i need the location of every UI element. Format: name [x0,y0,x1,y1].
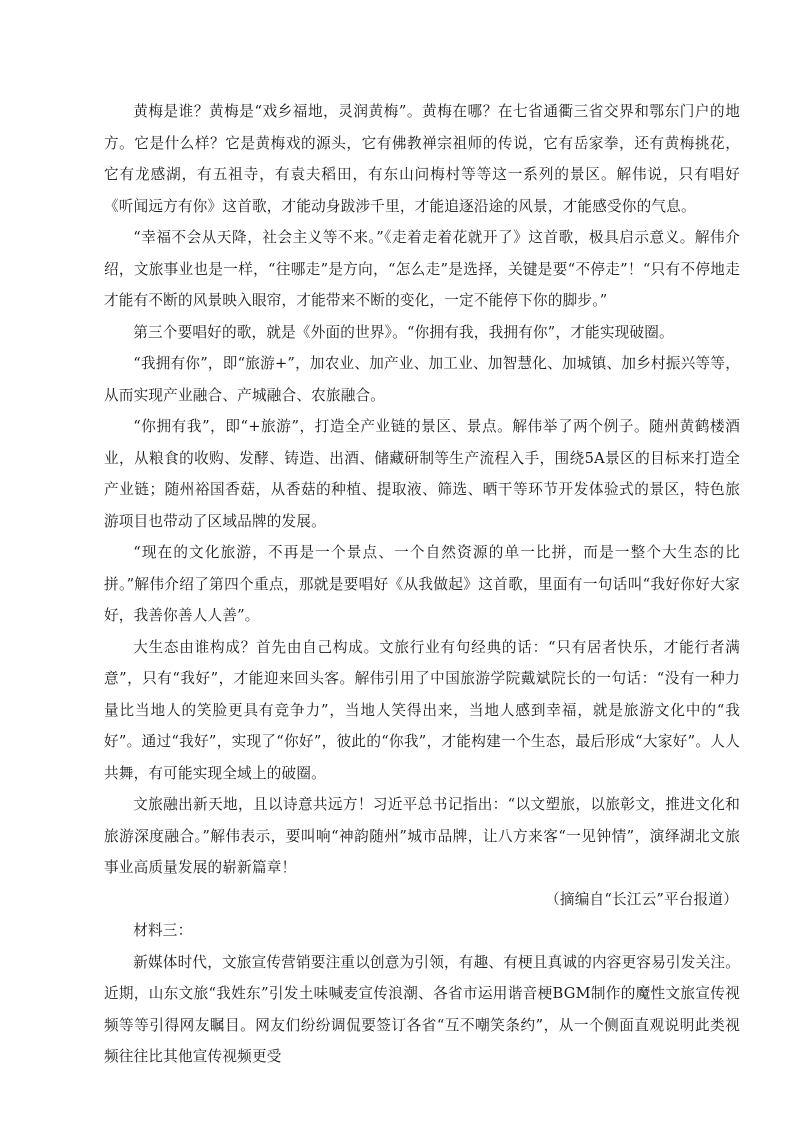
material-heading: 材料三： [133,922,193,939]
paragraph-4: “我拥有你”，即“旅游+”，加农业、加产业、加工业、加智慧化、加城镇、加乡村振兴等等，从而实现产业融合、产城融合、农旅融合。 [104,355,740,404]
paragraph-8: 文旅融出新天地，且以诗意共远方！习近平总书记指出：“以文塑旅，以旅彰文，推进文化和旅游深度融合。”解伟表示，要叫响“神韵随州”城市品牌，让八方来客“一见钟情”，演绎湖北文旅事业高质量发展的崭新篇章！ [104,796,740,876]
paragraph-5: “你拥有我”，即“+旅游”，打造全产业链的景区、景点。解伟举了两个例子。随州黄鹤楼酒业，从粮食的收购、发酵、铸造、出酒、储藏研制等生产流程入手，围绕5A景区的目标来打造全产业链；随州裕国香菇，从香菇的种植、提取液、筛选、晒干等环节开发体验式的景区，特色旅游项目也带动了区域品牌的发展。 [104,418,740,530]
paragraph-6: “现在的文化旅游，不再是一个景点、一个自然资源的单一比拼，而是一整个大生态的比拼。”解伟介绍了第四个重点，那就是要唱好《从我做起》这首歌，里面有一句话叫“我好你好大家好，我善你善人人善”。 [104,544,740,624]
paragraph-2: “幸福不会从天降，社会主义等不来。”《走着走着花就开了》这首歌，极具启示意义。解伟介绍，文旅事业也是一样，“往哪走”是方向，“怎么走”是选择，关键是要“不停走”！“只有不停地走才能有不断的风景映入眼帘，才能带来不断的变化，一定不能停下你的脚步。” [104,229,740,309]
source-citation: （摘编自“长江云”平台报道） [545,890,738,908]
paragraph-7: 大生态由谁构成？首先由自己构成。文旅行业有句经典的话：“只有居者快乐，才能行者满意”，只有“我好”，才能迎来回头客。解伟引用了中国旅游学院戴斌院长的一句话：“没有一种力量比当地人的笑脸更具有竞争力”，当地人笑得出来，当地人感到幸福，就是旅游文化中的“我好”。通过“我好”，实现了“你好”，彼此的“你我”，才能构建一个生态，最后形成“大家好”。人人共舞，有可能实现全域上的破圈。 [104,638,740,782]
material-paragraph: 新媒体时代，文旅宣传营销要注重以创意为引领，有趣、有梗且真诚的内容更容易引发关注。近期，山东文旅“我姓东”引发土味喊麦宣传浪潮、各省市运用谐音梗BGM制作的魔性文旅宣传视频等等引得网友瞩目。网友们纷纷调侃要签订各省“互不嘲笑条约”，从一个侧面直观说明此类视频往往比其他宣传视频更受 [104,953,740,1065]
article-body [104,96,740,1073]
paragraph-3: 第三个要唱好的歌，就是《外面的世界》。“你拥有我，我拥有你”，才能实现破圈。 [133,323,674,341]
paragraph-1: 黄梅是谁？黄梅是“戏乡福地，灵润黄梅”。黄梅在哪？在七省通衢三省交界和鄂东门户的地方。它是什么样？它是黄梅戏的源头，它有佛教禅宗祖师的传说，它有岳家拳，还有黄梅挑花，它有龙感湖，有五祖寺，有袁夫稻田，有东山问梅村等等这一系列的景区。解伟说，只有唱好《听闻远方有你》这首歌，才能动身跋涉千里，才能追逐沿途的风景，才能感受你的气息。 [104,103,740,215]
